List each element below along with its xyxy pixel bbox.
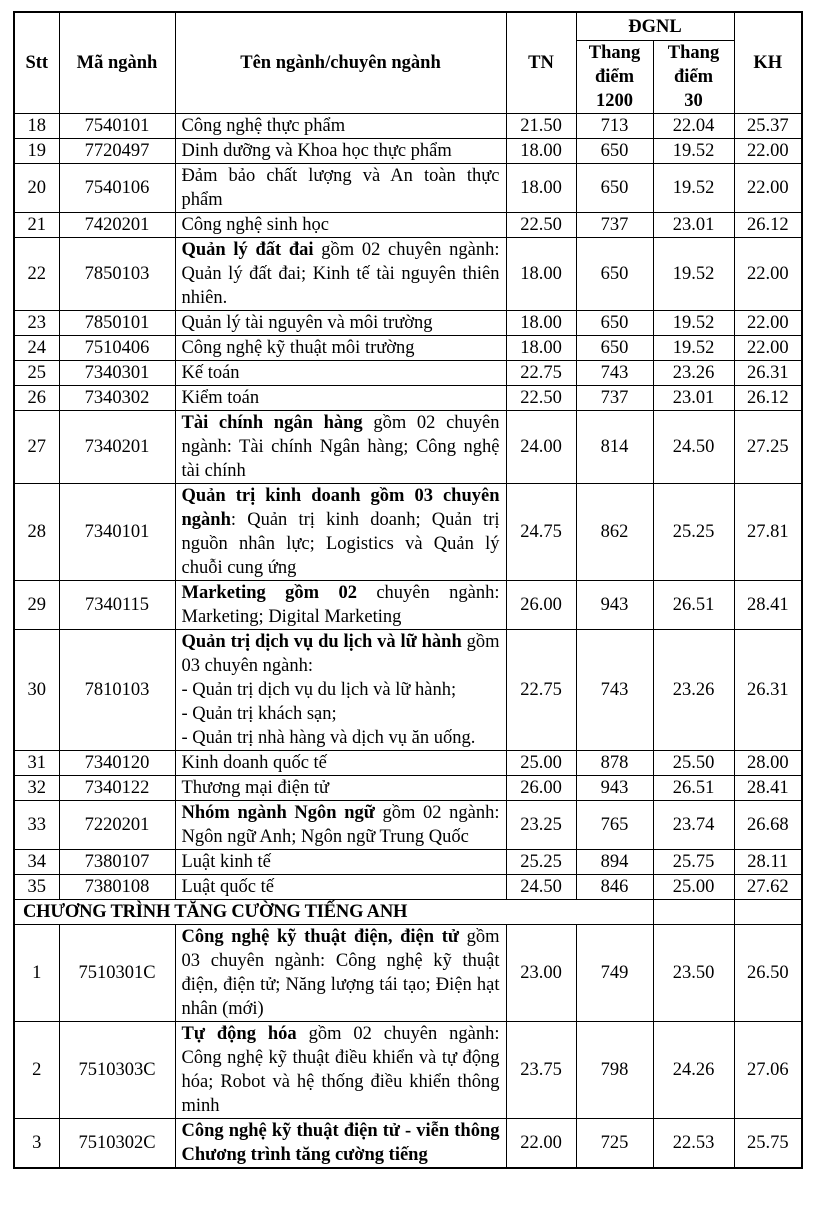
cell-ten-nganh bbox=[175, 776, 506, 801]
cell-dgnl-1200: 894 bbox=[576, 850, 653, 875]
program-description: Luật quốc tế bbox=[181, 877, 274, 897]
cell-stt: 3 bbox=[14, 1119, 59, 1169]
cell-stt: 32 bbox=[14, 776, 59, 801]
cell-kh: 22.00 bbox=[734, 164, 802, 213]
table-row bbox=[14, 411, 802, 484]
cell-dgnl-30: 23.74 bbox=[653, 801, 734, 850]
cell-stt: 26 bbox=[14, 386, 59, 411]
program-description: Kế toán bbox=[181, 363, 240, 383]
table-row bbox=[14, 386, 802, 411]
cell-dgnl-1200: 737 bbox=[576, 213, 653, 238]
section-empty-cell-kh bbox=[734, 900, 802, 925]
cell-kh: 22.00 bbox=[734, 139, 802, 164]
cell-tn: 23.00 bbox=[506, 925, 576, 1022]
cell-stt: 2 bbox=[14, 1022, 59, 1119]
cell-ma-nganh: 7340201 bbox=[59, 411, 175, 484]
program-description: gồm 02 ngành: Ngôn ngữ Anh; Ngôn ngữ Trung Quốc bbox=[181, 803, 500, 847]
table-row bbox=[14, 925, 802, 1022]
cell-ma-nganh: 7720497 bbox=[59, 139, 175, 164]
specialization-line: - Quản trị khách sạn; bbox=[181, 704, 337, 724]
header-dgnl: ĐGNL bbox=[576, 12, 734, 41]
cell-tn: 24.75 bbox=[506, 484, 576, 581]
cell-kh: 28.00 bbox=[734, 751, 802, 776]
cell-ma-nganh: 7340120 bbox=[59, 751, 175, 776]
table-row bbox=[14, 164, 802, 213]
table-body bbox=[14, 114, 802, 1169]
program-description: Kinh doanh quốc tế bbox=[181, 753, 327, 773]
cell-kh: 25.37 bbox=[734, 114, 802, 139]
admission-scores-table-wrapper bbox=[13, 11, 803, 1169]
cell-ten-nganh bbox=[175, 801, 506, 850]
cell-stt: 34 bbox=[14, 850, 59, 875]
cell-dgnl-1200: 713 bbox=[576, 114, 653, 139]
cell-ten-nganh bbox=[175, 386, 506, 411]
program-name-bold: Quản lý đất đai bbox=[181, 240, 314, 260]
cell-tn: 22.75 bbox=[506, 630, 576, 751]
cell-dgnl-1200: 765 bbox=[576, 801, 653, 850]
cell-tn: 26.00 bbox=[506, 776, 576, 801]
cell-ma-nganh: 7340115 bbox=[59, 581, 175, 630]
table-row bbox=[14, 630, 802, 751]
cell-tn: 23.25 bbox=[506, 801, 576, 850]
cell-dgnl-30: 23.26 bbox=[653, 361, 734, 386]
cell-kh: 22.00 bbox=[734, 238, 802, 311]
cell-ten-nganh bbox=[175, 751, 506, 776]
cell-ten-nganh bbox=[175, 139, 506, 164]
cell-stt: 18 bbox=[14, 114, 59, 139]
table-row bbox=[14, 139, 802, 164]
cell-ten-nganh bbox=[175, 213, 506, 238]
cell-ma-nganh: 7380107 bbox=[59, 850, 175, 875]
cell-ten-nganh bbox=[175, 875, 506, 900]
table-row bbox=[14, 581, 802, 630]
cell-stt: 29 bbox=[14, 581, 59, 630]
cell-tn: 22.50 bbox=[506, 213, 576, 238]
cell-dgnl-1200: 814 bbox=[576, 411, 653, 484]
cell-stt: 19 bbox=[14, 139, 59, 164]
cell-ten-nganh bbox=[175, 238, 506, 311]
cell-tn: 26.00 bbox=[506, 581, 576, 630]
cell-kh: 26.12 bbox=[734, 213, 802, 238]
cell-kh: 27.62 bbox=[734, 875, 802, 900]
cell-dgnl-30: 19.52 bbox=[653, 311, 734, 336]
table-row bbox=[14, 484, 802, 581]
program-description: Công nghệ sinh học bbox=[181, 215, 329, 235]
cell-dgnl-30: 23.26 bbox=[653, 630, 734, 751]
cell-dgnl-30: 26.51 bbox=[653, 581, 734, 630]
cell-kh: 28.41 bbox=[734, 581, 802, 630]
cell-ma-nganh: 7340301 bbox=[59, 361, 175, 386]
cell-ten-nganh bbox=[175, 484, 506, 581]
cell-tn: 18.00 bbox=[506, 238, 576, 311]
program-description: Dinh dưỡng và Khoa học thực phẩm bbox=[181, 141, 452, 161]
cell-dgnl-1200: 650 bbox=[576, 139, 653, 164]
program-name-bold: Quản trị dịch vụ du lịch và lữ hành bbox=[181, 632, 462, 652]
specialization-line: - Quản trị dịch vụ du lịch và lữ hành; bbox=[181, 680, 457, 700]
cell-stt: 24 bbox=[14, 336, 59, 361]
program-description: chuyên ngành: Marketing; Digital Marketing bbox=[181, 583, 500, 627]
section-header-row bbox=[14, 900, 802, 925]
cell-stt: 35 bbox=[14, 875, 59, 900]
cell-kh: 26.31 bbox=[734, 630, 802, 751]
cell-dgnl-1200: 743 bbox=[576, 361, 653, 386]
table-row bbox=[14, 1022, 802, 1119]
cell-kh: 26.12 bbox=[734, 386, 802, 411]
cell-ma-nganh: 7510303C bbox=[59, 1022, 175, 1119]
cell-stt: 21 bbox=[14, 213, 59, 238]
cell-stt: 1 bbox=[14, 925, 59, 1022]
cell-dgnl-30: 19.52 bbox=[653, 139, 734, 164]
table-row bbox=[14, 361, 802, 386]
cell-ma-nganh: 7340122 bbox=[59, 776, 175, 801]
cell-tn: 22.75 bbox=[506, 361, 576, 386]
cell-kh: 27.81 bbox=[734, 484, 802, 581]
program-name-bold: Công nghệ kỹ thuật điện tử - viễn thông Chương trình tăng cường tiếng bbox=[181, 1121, 500, 1165]
cell-dgnl-30: 23.01 bbox=[653, 213, 734, 238]
cell-stt: 27 bbox=[14, 411, 59, 484]
header-tn: TN bbox=[506, 12, 576, 114]
cell-tn: 18.00 bbox=[506, 311, 576, 336]
cell-dgnl-30: 25.75 bbox=[653, 850, 734, 875]
header-stt: Stt bbox=[14, 12, 59, 114]
table-row bbox=[14, 213, 802, 238]
cell-dgnl-30: 25.25 bbox=[653, 484, 734, 581]
cell-dgnl-1200: 943 bbox=[576, 581, 653, 630]
program-description: Công nghệ thực phẩm bbox=[181, 116, 346, 136]
section-title: CHƯƠNG TRÌNH TĂNG CƯỜNG TIẾNG ANH bbox=[14, 900, 653, 925]
program-description: gồm 02 chuyên ngành: Quản lý đất đai; Kinh tế tài nguyên thiên nhiên. bbox=[181, 240, 500, 308]
cell-dgnl-1200: 743 bbox=[576, 630, 653, 751]
cell-ma-nganh: 7340101 bbox=[59, 484, 175, 581]
program-description: Quản lý tài nguyên và môi trường bbox=[181, 313, 433, 333]
cell-ma-nganh: 7850103 bbox=[59, 238, 175, 311]
cell-tn: 25.00 bbox=[506, 751, 576, 776]
program-description: gồm 02 chuyên ngành: Tài chính Ngân hàng; Công nghệ tài chính bbox=[181, 413, 500, 481]
cell-ten-nganh bbox=[175, 114, 506, 139]
cell-ma-nganh: 7850101 bbox=[59, 311, 175, 336]
program-name-bold: Marketing gồm 02 bbox=[181, 583, 357, 603]
table-row bbox=[14, 238, 802, 311]
cell-stt: 28 bbox=[14, 484, 59, 581]
cell-kh: 26.68 bbox=[734, 801, 802, 850]
cell-dgnl-1200: 650 bbox=[576, 336, 653, 361]
table-row bbox=[14, 850, 802, 875]
cell-ma-nganh: 7540101 bbox=[59, 114, 175, 139]
cell-stt: 23 bbox=[14, 311, 59, 336]
cell-ten-nganh bbox=[175, 1022, 506, 1119]
program-name-bold: Quản trị kinh doanh gồm 03 chuyên ngành bbox=[181, 486, 500, 530]
cell-ten-nganh bbox=[175, 411, 506, 484]
program-description: Luật kinh tế bbox=[181, 852, 271, 872]
cell-dgnl-1200: 943 bbox=[576, 776, 653, 801]
cell-dgnl-1200: 846 bbox=[576, 875, 653, 900]
cell-ten-nganh bbox=[175, 311, 506, 336]
cell-dgnl-30: 25.50 bbox=[653, 751, 734, 776]
program-description: Đảm bảo chất lượng và An toàn thực phẩm bbox=[181, 166, 500, 210]
cell-ten-nganh bbox=[175, 630, 506, 751]
cell-dgnl-1200: 650 bbox=[576, 238, 653, 311]
cell-dgnl-30: 26.51 bbox=[653, 776, 734, 801]
cell-dgnl-1200: 878 bbox=[576, 751, 653, 776]
admission-scores-table bbox=[13, 11, 803, 1169]
cell-ma-nganh: 7810103 bbox=[59, 630, 175, 751]
program-description: gồm 02 chuyên ngành: Công nghệ kỹ thuật điều khiển và tự động hóa; Robot và hệ thống điều khiển thông minh bbox=[181, 1024, 500, 1116]
cell-ten-nganh bbox=[175, 164, 506, 213]
cell-stt: 30 bbox=[14, 630, 59, 751]
program-description: : Quản trị kinh doanh; Quản trị nguồn nhân lực; Logistics và Quản lý chuỗi cung ứng bbox=[181, 510, 500, 578]
cell-ma-nganh: 7510301C bbox=[59, 925, 175, 1022]
cell-tn: 24.00 bbox=[506, 411, 576, 484]
header-kh: KH bbox=[734, 12, 802, 114]
cell-dgnl-30: 23.50 bbox=[653, 925, 734, 1022]
cell-dgnl-1200: 798 bbox=[576, 1022, 653, 1119]
cell-tn: 25.25 bbox=[506, 850, 576, 875]
program-description: Công nghệ kỹ thuật môi trường bbox=[181, 338, 415, 358]
cell-kh: 28.41 bbox=[734, 776, 802, 801]
cell-stt: 20 bbox=[14, 164, 59, 213]
header-dgnl-30: Thang điểm 30 bbox=[653, 41, 734, 114]
program-description: Thương mại điện tử bbox=[181, 778, 329, 798]
cell-dgnl-1200: 737 bbox=[576, 386, 653, 411]
cell-ma-nganh: 7510406 bbox=[59, 336, 175, 361]
specialization-line: - Quản trị nhà hàng và dịch vụ ăn uống. bbox=[181, 728, 476, 748]
program-name-bold: Công nghệ kỹ thuật điện, điện tử bbox=[181, 927, 459, 947]
cell-tn: 18.00 bbox=[506, 139, 576, 164]
header-row-1 bbox=[14, 12, 802, 41]
header-ma-nganh: Mã ngành bbox=[59, 12, 175, 114]
cell-tn: 21.50 bbox=[506, 114, 576, 139]
cell-dgnl-30: 19.52 bbox=[653, 238, 734, 311]
cell-tn: 18.00 bbox=[506, 336, 576, 361]
cell-ten-nganh bbox=[175, 581, 506, 630]
cell-kh: 26.31 bbox=[734, 361, 802, 386]
cell-dgnl-30: 19.52 bbox=[653, 164, 734, 213]
program-name-bold: Tài chính ngân hàng bbox=[181, 413, 363, 433]
cell-kh: 27.25 bbox=[734, 411, 802, 484]
cell-tn: 23.75 bbox=[506, 1022, 576, 1119]
table-row bbox=[14, 801, 802, 850]
cell-ten-nganh bbox=[175, 925, 506, 1022]
table-row bbox=[14, 751, 802, 776]
header-ten-nganh: Tên ngành/chuyên ngành bbox=[175, 12, 506, 114]
cell-dgnl-30: 24.26 bbox=[653, 1022, 734, 1119]
cell-dgnl-1200: 650 bbox=[576, 164, 653, 213]
cell-kh: 22.00 bbox=[734, 336, 802, 361]
cell-dgnl-30: 25.00 bbox=[653, 875, 734, 900]
cell-ma-nganh: 7420201 bbox=[59, 213, 175, 238]
program-description: Kiểm toán bbox=[181, 388, 260, 408]
program-description: gồm 03 chuyên ngành: bbox=[181, 632, 500, 676]
cell-dgnl-30: 22.53 bbox=[653, 1119, 734, 1169]
cell-ma-nganh: 7540106 bbox=[59, 164, 175, 213]
table-row bbox=[14, 336, 802, 361]
cell-dgnl-1200: 862 bbox=[576, 484, 653, 581]
cell-ten-nganh bbox=[175, 336, 506, 361]
program-name-bold: Nhóm ngành Ngôn ngữ bbox=[181, 803, 375, 823]
cell-dgnl-30: 23.01 bbox=[653, 386, 734, 411]
cell-kh: 22.00 bbox=[734, 311, 802, 336]
section-empty-cell-30 bbox=[653, 900, 734, 925]
cell-ma-nganh: 7340302 bbox=[59, 386, 175, 411]
cell-kh: 25.75 bbox=[734, 1119, 802, 1169]
header-dgnl-1200: Thang điểm 1200 bbox=[576, 41, 653, 114]
cell-dgnl-1200: 650 bbox=[576, 311, 653, 336]
cell-kh: 28.11 bbox=[734, 850, 802, 875]
table-row bbox=[14, 875, 802, 900]
cell-tn: 22.50 bbox=[506, 386, 576, 411]
cell-ma-nganh: 7510302C bbox=[59, 1119, 175, 1169]
cell-stt: 22 bbox=[14, 238, 59, 311]
cell-stt: 25 bbox=[14, 361, 59, 386]
cell-ten-nganh bbox=[175, 1119, 506, 1169]
cell-dgnl-1200: 725 bbox=[576, 1119, 653, 1169]
cell-stt: 33 bbox=[14, 801, 59, 850]
cell-ma-nganh: 7380108 bbox=[59, 875, 175, 900]
cell-ten-nganh bbox=[175, 361, 506, 386]
cell-tn: 22.00 bbox=[506, 1119, 576, 1169]
table-row bbox=[14, 1119, 802, 1169]
cell-dgnl-30: 24.50 bbox=[653, 411, 734, 484]
cell-ma-nganh: 7220201 bbox=[59, 801, 175, 850]
cell-kh: 27.06 bbox=[734, 1022, 802, 1119]
cell-tn: 18.00 bbox=[506, 164, 576, 213]
cell-dgnl-30: 22.04 bbox=[653, 114, 734, 139]
table-row bbox=[14, 114, 802, 139]
cell-tn: 24.50 bbox=[506, 875, 576, 900]
table-row bbox=[14, 311, 802, 336]
program-name-bold: Tự động hóa bbox=[181, 1024, 297, 1044]
cell-ten-nganh bbox=[175, 850, 506, 875]
program-description: gồm 03 chuyên ngành: Công nghệ kỹ thuật điện, điện tử; Năng lượng tái tạo; Điện hạt nhân (mới) bbox=[181, 927, 500, 1019]
cell-dgnl-30: 19.52 bbox=[653, 336, 734, 361]
cell-kh: 26.50 bbox=[734, 925, 802, 1022]
table-row bbox=[14, 776, 802, 801]
cell-stt: 31 bbox=[14, 751, 59, 776]
cell-dgnl-1200: 749 bbox=[576, 925, 653, 1022]
